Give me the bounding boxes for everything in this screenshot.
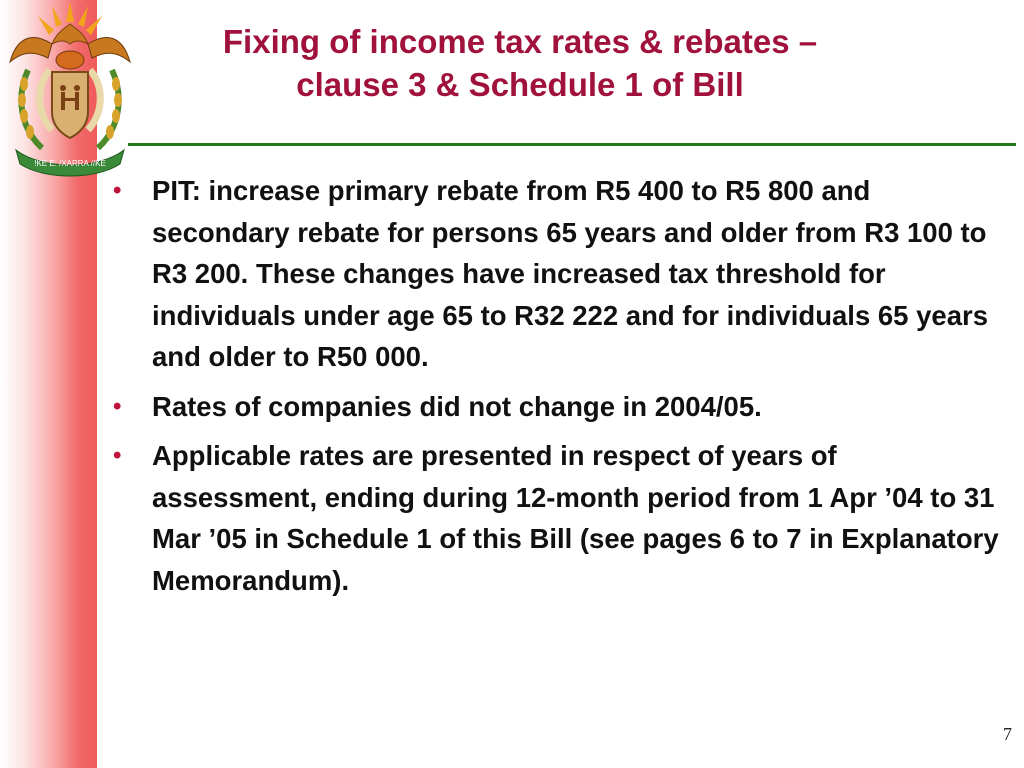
bullet-item — [108, 170, 1008, 378]
bullet-icon: • — [113, 442, 122, 469]
bullet-text: Rates of companies did not change in 2004/05. — [152, 390, 762, 422]
slide-title — [120, 20, 920, 106]
title-line-1: Fixing of income tax rates & rebates – — [222, 23, 818, 60]
bullet-item — [108, 386, 1008, 428]
bullet-item — [108, 435, 1008, 601]
coat-of-arms-icon — [2, 0, 138, 178]
motto-text: !KE E: /XARRA //KE — [34, 159, 106, 168]
bullet-icon: • — [113, 177, 122, 204]
bullet-list — [108, 170, 1008, 609]
bullet-text: PIT: increase primary rebate from R5 400 to R5 800 and secondary rebate for persons 65 years and older from R3 100 to R3 200. These changes have increased tax threshold for individuals under age 65 to R32 222 and for individuals 65 years and older to R50 000. — [152, 175, 988, 372]
bullet-text: Applicable rates are presented in respect of years of assessment, ending during 12-month period from 1 Apr ’04 to 31 Mar ’05 in Schedule 1 of this Bill (see pages 6 to 7 in Explanatory Memorandum). — [152, 440, 999, 596]
bullet-icon: • — [113, 392, 122, 420]
page-number: 7 — [1003, 724, 1012, 744]
title-divider — [128, 143, 1016, 146]
title-line-2: clause 3 & Schedule 1 of Bill — [296, 66, 744, 103]
